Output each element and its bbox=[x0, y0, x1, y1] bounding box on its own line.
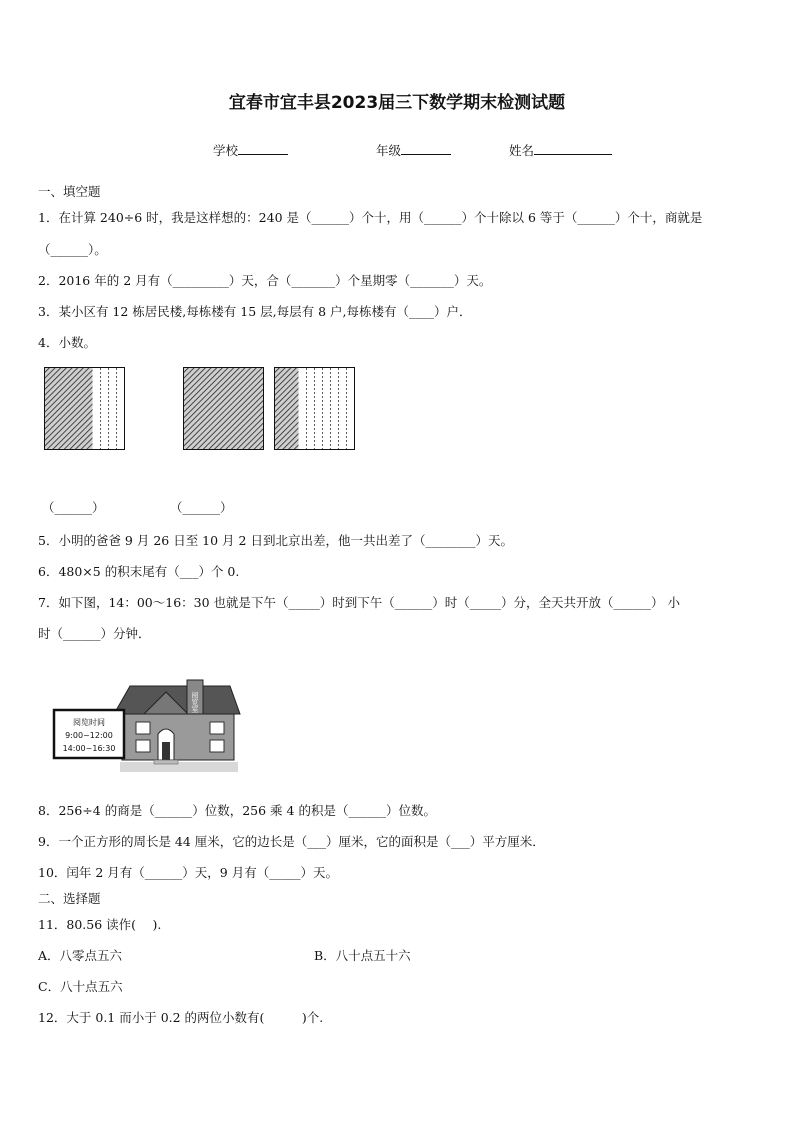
library-illustration bbox=[52, 676, 242, 776]
question-9: 9．一个正方形的周长是 44 厘米，它的边长是（___）厘米，它的面积是（___）平方厘米． bbox=[38, 834, 545, 849]
grade-label: 年级 bbox=[376, 143, 402, 158]
decimal-grid-a bbox=[44, 367, 126, 451]
question-1-line-1: 1．在计算 240÷6 时，我是这样想的：240 是（______）个十，用（______）个十除以 6 等于（______）个十，商就是 bbox=[38, 210, 703, 225]
page-title: 宜春市宜丰县2023届三下数学期末检测试题 bbox=[228, 93, 566, 113]
question-10: 10．闰年 2 月有（______）天，9 月有（_____）天。 bbox=[38, 865, 338, 880]
school-blank bbox=[238, 142, 288, 155]
question-11: 11．80.56 读作( ). bbox=[38, 917, 162, 932]
question-4: 4．小数。 bbox=[38, 335, 96, 350]
decimal-grid-b1 bbox=[183, 367, 265, 451]
question-11-option-a: A．八零点五六 bbox=[38, 948, 123, 963]
name-field bbox=[509, 141, 612, 159]
library-roof-sign: 阅览室 bbox=[191, 691, 199, 713]
grade-blank bbox=[401, 142, 451, 155]
question-7-line-2: 时（______）分钟． bbox=[38, 626, 151, 641]
section-heading-fill-in: 一、填空题 bbox=[38, 184, 101, 199]
question-7-line-1: 7．如下图，14：00～16：30 也就是下午（_____）时到下午（______）时（_____）分，全天共开放（______） 小 bbox=[38, 595, 681, 610]
question-3: 3．某小区有 12 栋居民楼,每栋楼有 15 层,每层有 8 户,每栋楼有（____）户． bbox=[38, 304, 472, 319]
school-field bbox=[213, 141, 288, 159]
question-4-blank-b: （______） bbox=[170, 500, 233, 515]
decimal-grid-b2 bbox=[274, 367, 356, 451]
question-11-option-b: B．八十点五十六 bbox=[314, 948, 411, 963]
name-blank bbox=[534, 142, 612, 155]
question-5: 5．小明的爸爸 9 月 26 日至 10 月 2 日到北京出差，他一共出差了（________）天。 bbox=[38, 533, 513, 548]
question-1-line-2: （______）。 bbox=[38, 242, 107, 257]
library-sign-time-1: 9:00~12:00 bbox=[65, 731, 113, 740]
question-11-option-c: C．八十点五六 bbox=[38, 979, 123, 994]
question-12: 12．大于 0.1 而小于 0.2 的两位小数有( )个. bbox=[38, 1010, 324, 1025]
school-label: 学校 bbox=[213, 143, 239, 158]
grade-field bbox=[376, 141, 451, 159]
question-6: 6．480×5 的积末尾有（___）个 0. bbox=[38, 564, 240, 579]
question-2: 2．2016 年的 2 月有（_________）天，合（_______）个星期零（_______）天。 bbox=[38, 273, 492, 288]
question-8: 8．256÷4 的商是（______）位数，256 乘 4 的积是（______）位数。 bbox=[38, 803, 436, 818]
library-sign-heading: 阅览时间 bbox=[73, 718, 105, 727]
question-4-blank-a: （______） bbox=[42, 500, 105, 515]
section-heading-choice: 二、选择题 bbox=[38, 891, 101, 906]
name-label: 姓名 bbox=[509, 143, 535, 158]
library-sign-time-2: 14:00~16:30 bbox=[62, 744, 116, 753]
